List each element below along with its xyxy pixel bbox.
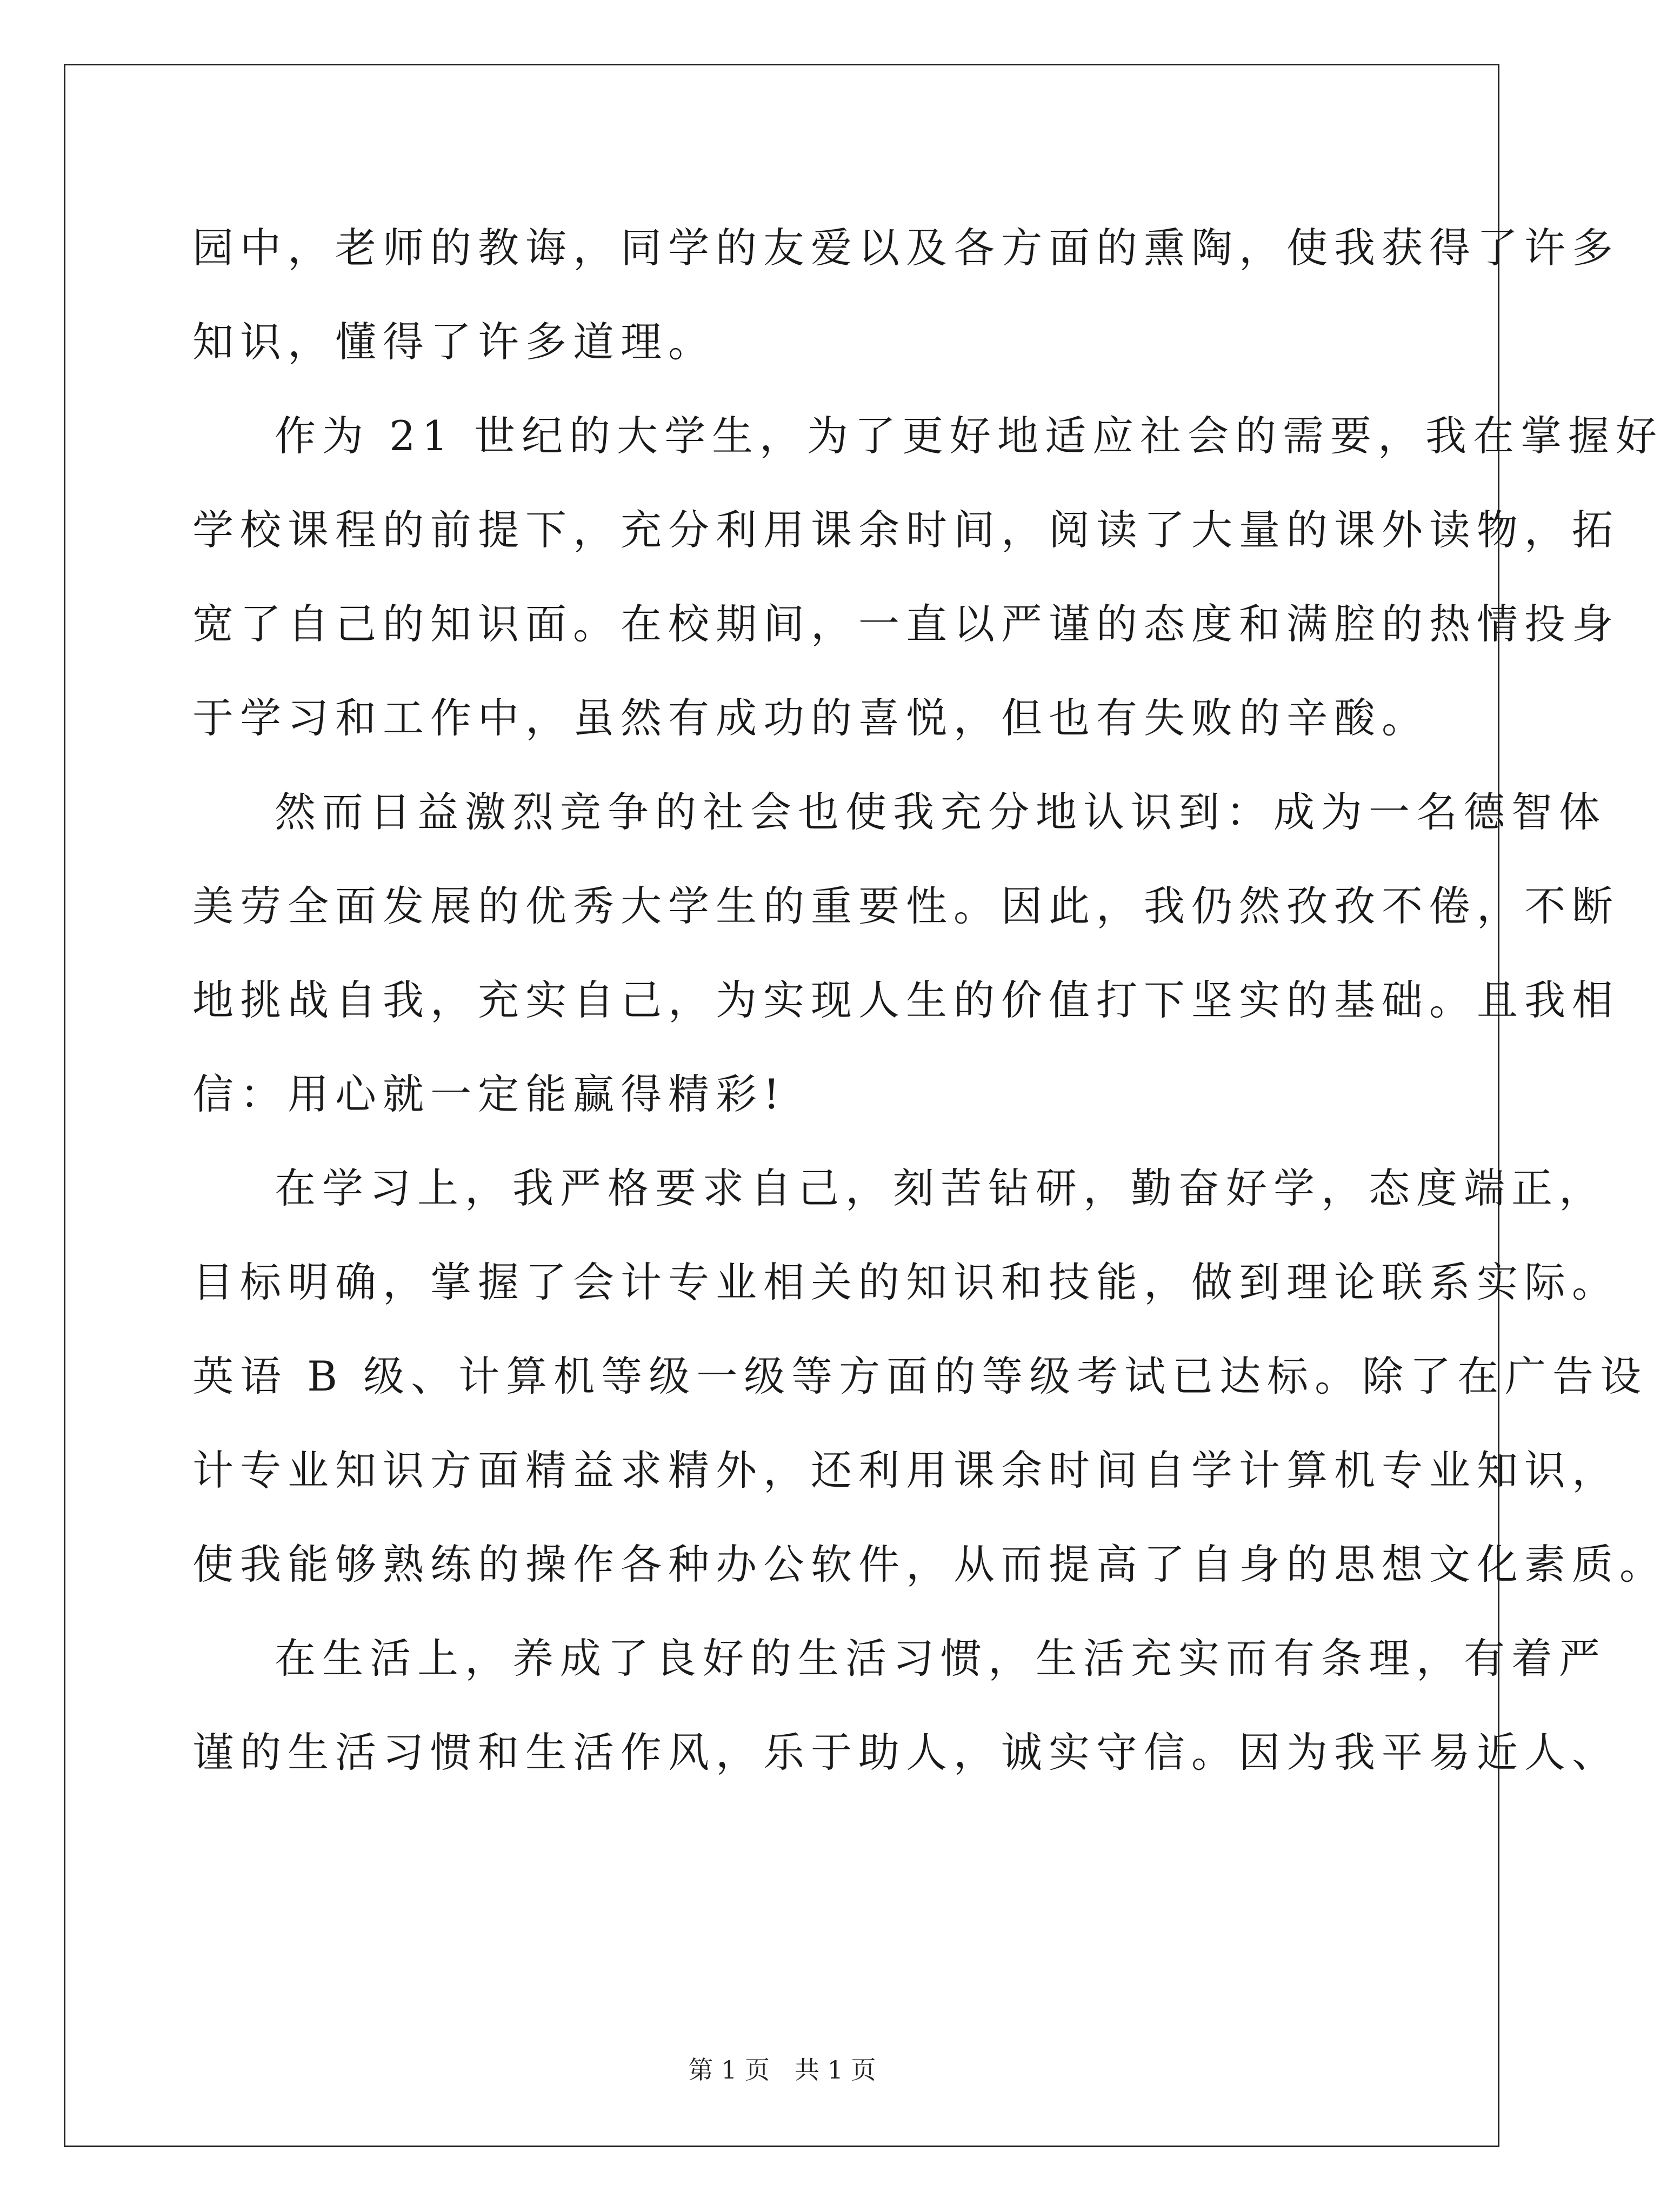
document-body <box>192 201 1667 1800</box>
text-line-1: 园中，老师的教诲，同学的友爱以及各方面的熏陶，使我获得了许多 <box>192 224 1619 272</box>
text-line-13: 英语 B 级、计算机等级一级等方面的等级考试已达标。除了在广告设 <box>192 1352 1648 1400</box>
text-line-9: 地挑战自我，充实自己，为实现人生的价值打下坚实的基础。且我相 <box>192 976 1619 1024</box>
text-line-11: 在学习上，我严格要求自己，刻苦钻研，勤奋好学，态度端正， <box>275 1164 1606 1212</box>
text-line-17: 谨的生活习惯和生活作风，乐于助人，诚实守信。因为我平易近人、 <box>192 1728 1619 1776</box>
text-line-6: 于学习和工作中，虽然有成功的喜悦，但也有失败的辛酸。 <box>192 694 1429 742</box>
text-line-14: 计专业知识方面精益求精外，还利用课余时间自学计算机专业知识， <box>192 1446 1619 1494</box>
text-line-10: 信：用心就一定能赢得精彩! <box>192 1070 786 1118</box>
text-line-5: 宽了自己的知识面。在校期间，一直以严谨的态度和满腔的热情投身 <box>192 600 1619 648</box>
text-line-3: 作为 21 世纪的大学生，为了更好地适应社会的需要，我在掌握好 <box>275 412 1664 460</box>
text-line-8: 美劳全面发展的优秀大学生的重要性。因此，我仍然孜孜不倦，不断 <box>192 882 1619 930</box>
text-line-15: 使我能够熟练的操作各种办公软件，从而提高了自身的思想文化素质。 <box>192 1540 1667 1588</box>
text-line-16: 在生活上，养成了良好的生活习惯，生活充实而有条理，有着严 <box>275 1634 1606 1682</box>
text-line-4: 学校课程的前提下，充分利用课余时间，阅读了大量的课外读物，拓 <box>192 506 1619 554</box>
text-line-12: 目标明确，掌握了会计专业相关的知识和技能，做到理论联系实际。 <box>192 1258 1619 1306</box>
page-number-footer: 第 1 页 共 1 页 <box>688 2055 876 2084</box>
text-line-7: 然而日益激烈竞争的社会也使我充分地认识到：成为一名德智体 <box>275 788 1606 836</box>
text-line-2: 知识，懂得了许多道理。 <box>192 318 716 366</box>
